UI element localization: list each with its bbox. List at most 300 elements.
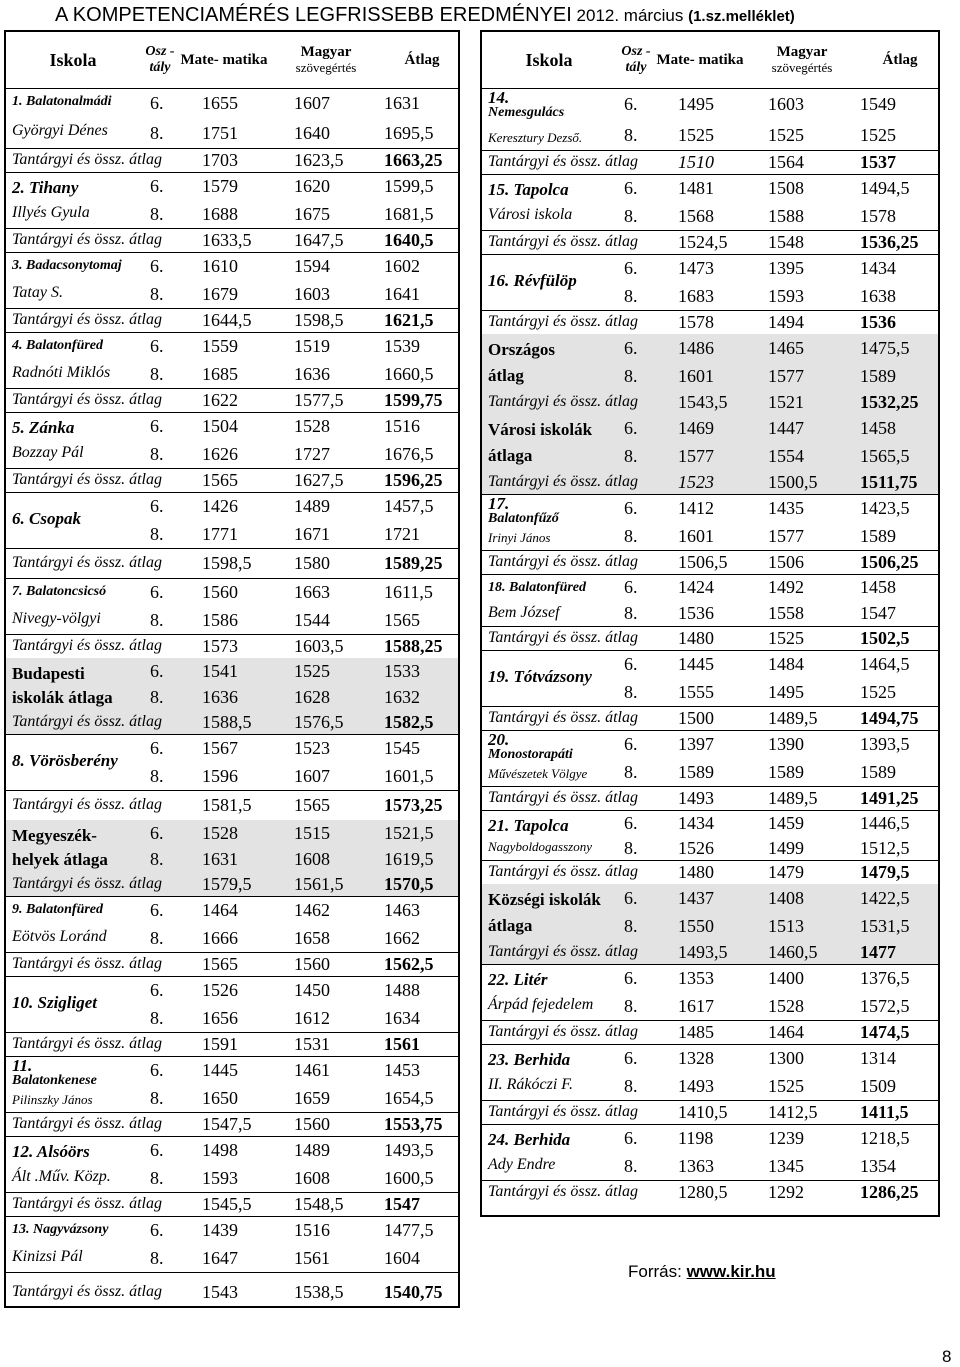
summary-label: Tantárgyi és össz. átlag (12, 637, 162, 654)
grade-8-read: 1554 (768, 446, 804, 466)
summary-row (6, 952, 458, 976)
summary-math: 1510 (678, 152, 714, 172)
summary-avg: 1640,5 (384, 230, 434, 250)
grade-6-avg: 1434 (860, 258, 896, 278)
grade-6-math: 1655 (202, 93, 238, 113)
grade-8-math: 1550 (678, 916, 714, 936)
grade-6-read: 1239 (768, 1128, 804, 1148)
grade-8-read: 1525 (768, 124, 804, 145)
summary-row (482, 940, 938, 964)
summary-label: Tantárgyi és össz. átlag (12, 471, 162, 488)
grade-8-avg: 1589 (860, 526, 896, 546)
summary-read: 1489,5 (768, 788, 818, 808)
grade-8-math: 1568 (678, 206, 714, 226)
grade-6-grade: 6. (624, 577, 638, 597)
grade-6-read: 1459 (768, 812, 804, 833)
school-town: 21. Tapolca (488, 816, 569, 835)
summary-math: 1543,5 (678, 392, 728, 412)
grade-6-math: 1397 (678, 734, 714, 754)
summary-label: Tantárgyi és össz. átlag (488, 553, 638, 570)
grade-6-avg: 1458 (860, 577, 896, 597)
grade-6-read: 1462 (294, 900, 330, 920)
grade-6-math: 1579 (202, 176, 238, 196)
grade-6-math: 1426 (202, 496, 238, 516)
summary-math: 1485 (678, 1022, 714, 1042)
grade-8-grade: 8. (150, 1008, 164, 1028)
grade-6-avg: 1549 (860, 93, 896, 114)
school-town: 8. Vörösberény (12, 751, 118, 770)
source-link[interactable]: www.kir.hu (686, 1262, 776, 1281)
grade-8-math: 1685 (202, 364, 238, 384)
grade-8-avg: 1512,5 (860, 837, 910, 858)
school-name: átlaga (488, 916, 533, 935)
grade-6-math: 1610 (202, 256, 238, 276)
summary-label: Tantárgyi és össz. átlag (12, 1283, 162, 1300)
grade-8-grade: 8. (624, 916, 638, 936)
summary-avg: 1474,5 (860, 1022, 910, 1042)
school-block (482, 730, 938, 786)
grade-6-read: 1607 (294, 93, 330, 113)
summary-row (6, 1032, 458, 1056)
grade-6-read: 1300 (768, 1048, 804, 1068)
summary-avg: 1562,5 (384, 954, 434, 974)
school-block (482, 334, 938, 390)
summary-read: 1627,5 (294, 470, 344, 490)
summary-math: 1591 (202, 1034, 238, 1054)
summary-label: Tantárgyi és össz. átlag (12, 151, 162, 168)
summary-avg: 1506,25 (860, 552, 919, 572)
grade-6-math: 1439 (202, 1220, 238, 1240)
grade-6-grade: 6. (150, 823, 164, 843)
summary-avg: 1477 (860, 942, 896, 962)
grade-6-avg: 1218,5 (860, 1128, 910, 1148)
summary-row (482, 1180, 938, 1204)
grade-6-grade: 6. (150, 1060, 164, 1080)
school-town: 9. Balatonfüred (12, 902, 104, 917)
grade-8-read: 1525 (768, 1076, 804, 1096)
grade-6-read: 1489 (294, 496, 330, 516)
summary-math: 1547,5 (202, 1114, 252, 1134)
table-header (6, 32, 458, 89)
summary-avg: 1532,25 (860, 392, 919, 412)
grade-6-read: 1620 (294, 176, 330, 196)
school-name: Ált .Műv. Közp. (12, 1168, 111, 1185)
grade-8-read: 1528 (768, 996, 804, 1016)
grade-8-math: 1596 (202, 766, 238, 786)
grade-8-math: 1679 (202, 284, 238, 304)
summary-row (6, 1272, 458, 1312)
school-name: iskolák átlaga (12, 688, 113, 707)
grade-6-grade: 6. (624, 1128, 638, 1148)
header-grade: Osz - tály (621, 44, 651, 75)
summary-row (6, 1192, 458, 1216)
page-title (55, 2, 915, 28)
grade-8-math: 1586 (202, 610, 238, 630)
summary-math: 1579,5 (202, 874, 252, 894)
summary-math: 1480 (678, 862, 714, 882)
grade-8-read: 1636 (294, 364, 330, 384)
grade-8-grade: 8. (150, 1248, 164, 1268)
summary-label: Tantárgyi és össz. átlag (488, 153, 638, 170)
grade-6-math: 1526 (202, 980, 238, 1000)
grade-8-avg: 1578 (860, 206, 896, 226)
grade-6-read: 1519 (294, 336, 330, 356)
school-block (6, 172, 458, 228)
summary-avg: 1286,25 (860, 1182, 919, 1202)
grade-8-avg: 1638 (860, 286, 896, 306)
grade-6-math: 1437 (678, 888, 714, 908)
grade-6-avg: 1458 (860, 418, 896, 438)
summary-math: 1506,5 (678, 552, 728, 572)
page-number: 8 (942, 1347, 952, 1366)
summary-read: 1412,5 (768, 1102, 818, 1122)
grade-6-avg: 1493,5 (384, 1140, 434, 1160)
grade-8-avg: 1354 (860, 1156, 896, 1176)
grade-6-math: 1473 (678, 258, 714, 278)
summary-label: Tantárgyi és össz. átlag (12, 1115, 162, 1132)
grade-8-grade: 8. (624, 682, 638, 702)
grade-8-math: 1683 (678, 286, 714, 306)
school-block (6, 492, 458, 548)
grade-6-avg: 1631 (384, 93, 420, 113)
grade-6-math: 1353 (678, 968, 714, 988)
grade-8-read: 1558 (768, 603, 804, 623)
grade-8-math: 1666 (202, 928, 238, 948)
summary-avg: 1547 (384, 1194, 420, 1214)
summary-read: 1564 (768, 152, 804, 172)
summary-label: Tantárgyi és össz. átlag (488, 473, 638, 490)
grade-6-read: 1594 (294, 256, 330, 276)
grade-6-math: 1481 (678, 178, 714, 198)
grade-8-avg: 1525 (860, 124, 896, 145)
grade-8-read: 1659 (294, 1088, 330, 1108)
school-block (482, 88, 938, 150)
grade-8-math: 1589 (678, 762, 714, 782)
school-block (6, 412, 458, 468)
summary-math: 1598,5 (202, 553, 252, 573)
summary-read: 1460,5 (768, 942, 818, 962)
summary-row (6, 872, 458, 896)
grade-8-math: 1650 (202, 1088, 238, 1108)
summary-read: 1548,5 (294, 1194, 344, 1214)
grade-8-math: 1601 (678, 366, 714, 386)
header-reading-sub: szövegértés (295, 60, 357, 75)
grade-6-read: 1508 (768, 178, 804, 198)
grade-6-math: 1541 (202, 661, 238, 681)
grade-8-grade: 8. (150, 364, 164, 384)
grade-6-grade: 6. (150, 582, 164, 602)
school-town: 4. Balatonfüred (12, 338, 104, 353)
grade-6-math: 1469 (678, 418, 714, 438)
grade-6-grade: 6. (150, 738, 164, 758)
right-results-table (480, 30, 940, 1217)
grade-8-avg: 1604 (384, 1248, 420, 1268)
summary-row (482, 550, 938, 574)
summary-read: 1500,5 (768, 472, 818, 492)
school-block (482, 254, 938, 310)
school-town: 24. Berhida (488, 1130, 571, 1149)
school-town: Megyeszék- (12, 826, 97, 845)
summary-row (482, 1020, 938, 1044)
summary-label: Tantárgyi és össz. átlag (12, 955, 162, 972)
school-name: Bem József (488, 604, 560, 621)
school-name: Nivegy-völgyi (12, 610, 101, 627)
grade-6-read: 1515 (294, 823, 330, 843)
grade-6-math: 1412 (678, 498, 714, 518)
summary-label: Tantárgyi és össz. átlag (12, 391, 162, 408)
grade-6-math: 1567 (202, 738, 238, 758)
source-label: Forrás: (628, 1262, 682, 1281)
grade-6-grade: 6. (150, 336, 164, 356)
header-reading (268, 32, 384, 88)
grade-8-read: 1640 (294, 123, 330, 143)
school-block (6, 820, 458, 872)
grade-8-math: 1363 (678, 1156, 714, 1176)
summary-label: Tantárgyi és össz. átlag (488, 863, 638, 880)
school-block (482, 810, 938, 860)
grade-8-math: 1617 (678, 996, 714, 1016)
school-name: Kinizsi Pál (12, 1248, 83, 1265)
grade-6-grade: 6. (150, 256, 164, 276)
summary-avg: 1491,25 (860, 788, 919, 808)
grade-6-avg: 1602 (384, 256, 420, 276)
grade-8-grade: 8. (624, 206, 638, 226)
school-town: Budapesti (12, 664, 85, 683)
school-town: 18. Balatonfüred (488, 580, 587, 595)
summary-row (482, 860, 938, 884)
summary-avg: 1588,25 (384, 636, 443, 656)
summary-label: Tantárgyi és össz. átlag (488, 789, 638, 806)
summary-label: Tantárgyi és össz. átlag (488, 1023, 638, 1040)
summary-read: 1647,5 (294, 230, 344, 250)
grade-6-math: 1504 (202, 416, 238, 436)
grade-8-grade: 8. (150, 284, 164, 304)
school-town: Balatonfűző (488, 511, 559, 526)
grade-8-read: 1727 (294, 444, 330, 464)
grade-6-read: 1484 (768, 654, 804, 674)
grade-6-grade: 6. (624, 178, 638, 198)
summary-label: Tantárgyi és össz. átlag (488, 393, 638, 410)
grade-8-grade: 8. (150, 444, 164, 464)
grade-8-avg: 1632 (384, 687, 420, 707)
summary-label: Tantárgyi és össz. átlag (488, 1103, 638, 1120)
grade-8-grade: 8. (624, 124, 638, 145)
grade-8-avg: 1601,5 (384, 766, 434, 786)
grade-8-avg: 1641 (384, 284, 420, 304)
grade-6-grade: 6. (150, 416, 164, 436)
summary-math: 1493,5 (678, 942, 728, 962)
grade-8-read: 1345 (768, 1156, 804, 1176)
summary-math: 1588,5 (202, 712, 252, 732)
summary-read: 1623,5 (294, 150, 344, 170)
grade-6-math: 1328 (678, 1048, 714, 1068)
school-town: 1. Balatonalmádi (12, 94, 112, 109)
summary-avg: 1570,5 (384, 874, 434, 894)
summary-avg: 1663,25 (384, 150, 443, 170)
school-town: 13. Nagyvázsony (12, 1222, 109, 1237)
grade-6-grade: 6. (150, 1140, 164, 1160)
school-block (6, 896, 458, 952)
grade-6-grade: 6. (624, 812, 638, 833)
grade-8-read: 1628 (294, 687, 330, 707)
header-math: Mate- matika (180, 52, 268, 68)
grade-6-avg: 1599,5 (384, 176, 434, 196)
grade-6-avg: 1516 (384, 416, 420, 436)
summary-label: Tantárgyi és össz. átlag (488, 629, 638, 646)
grade-6-math: 1560 (202, 582, 238, 602)
school-town: Országos (488, 340, 556, 359)
school-name: Városi iskola (488, 206, 573, 223)
summary-label: Tantárgyi és össz. átlag (12, 796, 162, 813)
summary-read: 1464 (768, 1022, 804, 1042)
grade-6-avg: 1422,5 (860, 888, 910, 908)
summary-row (6, 228, 458, 252)
grade-8-avg: 1525 (860, 682, 896, 702)
summary-row (6, 790, 458, 820)
grade-6-avg: 1475,5 (860, 338, 910, 358)
grade-6-read: 1447 (768, 418, 804, 438)
grade-6-read: 1390 (768, 734, 804, 754)
grade-6-read: 1516 (294, 1220, 330, 1240)
summary-label: Tantárgyi és össz. átlag (488, 1183, 638, 1200)
school-name: Tatay S. (12, 284, 63, 301)
grade-8-grade: 8. (150, 928, 164, 948)
grade-6-avg: 1423,5 (860, 498, 910, 518)
grade-8-read: 1577 (768, 366, 804, 386)
grade-6-math: 1559 (202, 336, 238, 356)
summary-label: Tantárgyi és össz. átlag (488, 943, 638, 960)
school-town: Monostorapáti (488, 747, 573, 762)
grade-6-math: 1495 (678, 93, 714, 114)
summary-row (6, 468, 458, 492)
school-town: 10. Szigliget (12, 993, 98, 1012)
school-block (482, 964, 938, 1020)
summary-read: 1489,5 (768, 708, 818, 728)
source-note (628, 1262, 776, 1282)
grade-8-grade: 8. (150, 610, 164, 630)
summary-math: 1573 (202, 636, 238, 656)
school-block (6, 1136, 458, 1192)
header-average: Átlag (882, 52, 918, 68)
grade-6-read: 1465 (768, 338, 804, 358)
school-town: 6. Csopak (12, 509, 81, 528)
grade-8-grade: 8. (150, 766, 164, 786)
grade-8-math: 1631 (202, 849, 238, 869)
summary-row (482, 310, 938, 334)
school-block (6, 332, 458, 388)
grade-6-avg: 1477,5 (384, 1220, 434, 1240)
school-name: Eötvös Loránd (12, 928, 107, 945)
grade-8-avg: 1662 (384, 928, 420, 948)
grade-8-avg: 1619,5 (384, 849, 434, 869)
summary-row (6, 388, 458, 412)
school-name: II. Rákóczi F. (488, 1076, 574, 1093)
grade-6-grade: 6. (150, 176, 164, 196)
summary-label: Tantárgyi és össz. átlag (12, 1195, 162, 1212)
left-results-table (4, 30, 460, 1308)
grade-8-read: 1589 (768, 762, 804, 782)
school-town: 19. Tótvázsony (488, 667, 592, 686)
school-town: 2. Tihany (12, 178, 79, 197)
school-name: Művészetek Völgye (488, 766, 588, 781)
summary-read: 1598,5 (294, 310, 344, 330)
grade-6-read: 1492 (768, 577, 804, 597)
grade-8-read: 1588 (768, 206, 804, 226)
grade-6-grade: 6. (624, 654, 638, 674)
school-block (482, 1124, 938, 1180)
summary-math: 1644,5 (202, 310, 252, 330)
grade-8-math: 1647 (202, 1248, 238, 1268)
school-name: Árpád fejedelem (488, 996, 594, 1013)
summary-read: 1538,5 (294, 1282, 344, 1302)
summary-label: Tantárgyi és össz. átlag (12, 311, 162, 328)
grade-6-avg: 1488 (384, 980, 420, 1000)
grade-8-math: 1555 (678, 682, 714, 702)
summary-math: 1565 (202, 954, 238, 974)
grade-6-grade: 6. (624, 734, 638, 754)
school-block (6, 658, 458, 710)
grade-8-math: 1493 (678, 1076, 714, 1096)
grade-6-avg: 1376,5 (860, 968, 910, 988)
grade-8-grade: 8. (150, 849, 164, 869)
grade-6-math: 1464 (202, 900, 238, 920)
grade-8-avg: 1660,5 (384, 364, 434, 384)
grade-8-read: 1561 (294, 1248, 330, 1268)
grade-6-grade: 6. (150, 900, 164, 920)
school-name: Pilinszky János (12, 1092, 93, 1107)
grade-6-read: 1663 (294, 582, 330, 602)
summary-math: 1545,5 (202, 1194, 252, 1214)
header-reading-title: Magyar (776, 44, 828, 60)
grade-8-math: 1526 (678, 837, 714, 858)
summary-label: Tantárgyi és össz. átlag (488, 313, 638, 330)
grade-8-math: 1593 (202, 1168, 238, 1188)
school-name: Györgyi Dénes (12, 122, 108, 139)
grade-8-math: 1525 (678, 124, 714, 145)
summary-avg: 1536,25 (860, 232, 919, 252)
school-name: átlaga (488, 446, 533, 465)
grade-6-read: 1525 (294, 661, 330, 681)
summary-row (6, 710, 458, 734)
school-number: 20. (488, 730, 510, 749)
summary-read: 1561,5 (294, 874, 344, 894)
grade-8-avg: 1509 (860, 1076, 896, 1096)
school-block (6, 252, 458, 308)
summary-math: 1578 (678, 312, 714, 332)
summary-row (6, 148, 458, 172)
school-town: 12. Alsóörs (12, 1142, 90, 1161)
grade-6-avg: 1453 (384, 1060, 420, 1080)
summary-row (482, 230, 938, 254)
summary-math: 1524,5 (678, 232, 728, 252)
grade-8-math: 1626 (202, 444, 238, 464)
grade-8-read: 1593 (768, 286, 804, 306)
summary-avg: 1561 (384, 1034, 420, 1054)
grade-8-grade: 8. (150, 204, 164, 224)
summary-avg: 1596,25 (384, 470, 443, 490)
grade-6-read: 1395 (768, 258, 804, 278)
summary-math: 1633,5 (202, 230, 252, 250)
summary-read: 1506 (768, 552, 804, 572)
header-math: Mate- matika (656, 52, 744, 68)
grade-8-read: 1499 (768, 837, 804, 858)
grade-6-avg: 1463 (384, 900, 420, 920)
school-town: 22. Litér (488, 970, 548, 989)
grade-8-grade: 8. (624, 762, 638, 782)
school-name: Bozzay Pál (12, 444, 84, 461)
school-block (482, 494, 938, 550)
summary-row (6, 548, 458, 578)
